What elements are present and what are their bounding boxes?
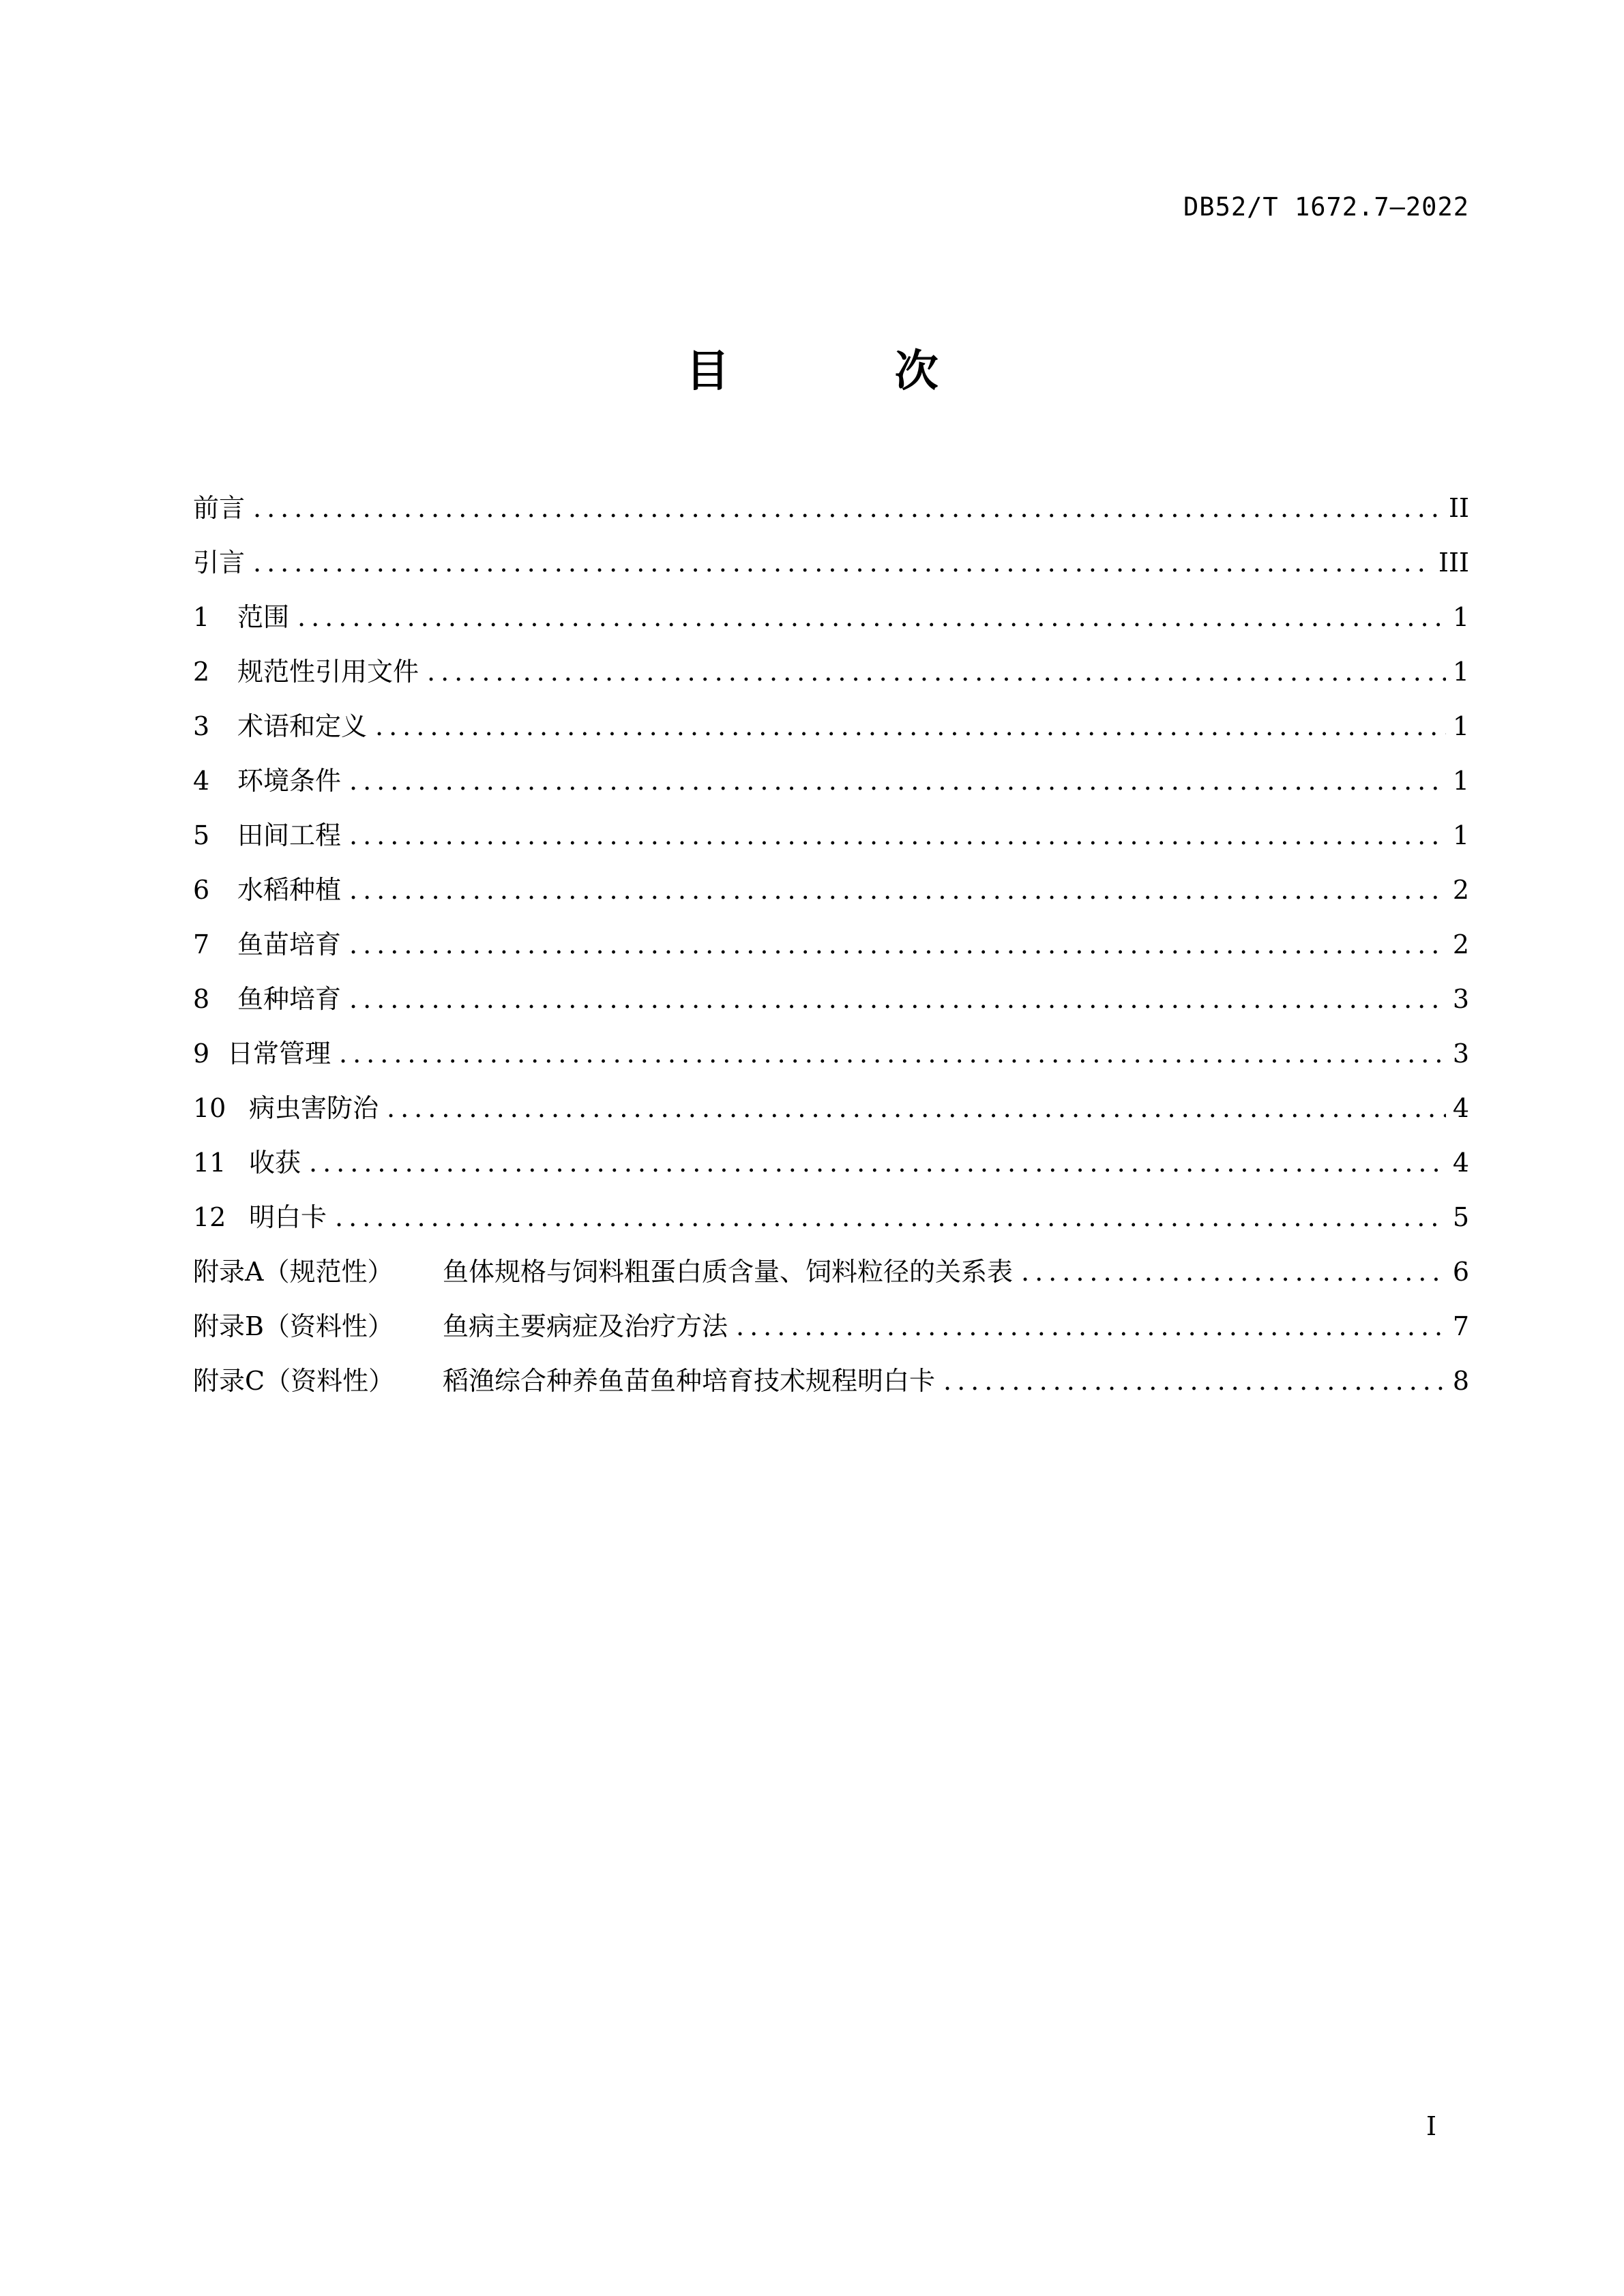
document-code: DB52/T 1672.7—2022 xyxy=(1183,192,1469,222)
toc-leader-dots xyxy=(349,808,1446,863)
toc-entry-appendix-b[interactable] xyxy=(193,1299,1469,1354)
toc-list xyxy=(193,481,1469,1408)
toc-leader-dots xyxy=(387,1081,1446,1135)
toc-entry-page: 8 xyxy=(1452,1366,1469,1396)
toc-entry-number: 6 xyxy=(193,875,210,905)
toc-entry-number: 11 xyxy=(193,1148,226,1178)
toc-leader-dots xyxy=(335,1190,1446,1244)
toc-entry-label: 鱼病主要病症及治疗方法 xyxy=(443,1311,728,1341)
toc-entry-label: 鱼体规格与饲料粗蛋白质含量、饲料粒径的关系表 xyxy=(443,1257,1014,1287)
toc-entry-label: 环境条件 xyxy=(237,766,342,796)
toc-entry-label: 田间工程 xyxy=(237,820,342,850)
toc-leader-dots xyxy=(943,1354,1446,1408)
toc-leader-dots xyxy=(349,863,1446,917)
toc-entry-number: 7 xyxy=(193,929,210,959)
toc-entry-page: 4 xyxy=(1452,1148,1469,1178)
toc-entry-number: 12 xyxy=(193,1202,226,1232)
toc-leader-dots xyxy=(1021,1244,1446,1299)
toc-entry-page: 5 xyxy=(1452,1202,1469,1232)
toc-entry-page: 6 xyxy=(1452,1257,1469,1287)
toc-entry-page: 1 xyxy=(1452,657,1469,687)
toc-leader-dots xyxy=(349,972,1446,1026)
toc-leader-dots xyxy=(375,699,1446,754)
toc-entry-label: 前言 xyxy=(193,493,246,523)
toc-entry-page: 7 xyxy=(1452,1311,1469,1341)
toc-entry-11[interactable] xyxy=(193,1135,1469,1190)
toc-entry-page: 1 xyxy=(1452,820,1469,850)
toc-entry-page: II xyxy=(1448,493,1469,523)
toc-entry-label: 鱼苗培育 xyxy=(237,929,342,959)
toc-entry-label: 引言 xyxy=(193,548,246,578)
toc-entry-page: 1 xyxy=(1452,711,1469,741)
toc-leader-dots xyxy=(349,917,1446,972)
toc-entry-label: 日常管理 xyxy=(227,1039,331,1069)
toc-entry-1[interactable] xyxy=(193,590,1469,644)
toc-entry-appendix-c[interactable] xyxy=(193,1354,1469,1408)
toc-entry-number: 4 xyxy=(193,766,210,796)
toc-entry-number: 5 xyxy=(193,820,210,850)
toc-entry-page: 4 xyxy=(1452,1093,1469,1123)
toc-entry-page: 2 xyxy=(1452,929,1469,959)
toc-entry-number: 1 xyxy=(193,602,210,632)
toc-entry-label: 术语和定义 xyxy=(237,711,368,741)
toc-entry-label: 鱼种培育 xyxy=(237,984,342,1014)
toc-entry-page: 3 xyxy=(1452,984,1469,1014)
toc-entry-3[interactable] xyxy=(193,699,1469,754)
toc-appendix-prefix: 附录C（资料性） xyxy=(193,1366,395,1396)
toc-entry-label: 收获 xyxy=(249,1148,301,1178)
toc-entry-number: 8 xyxy=(193,984,210,1014)
toc-leader-dots xyxy=(349,754,1446,808)
toc-entry-label: 范围 xyxy=(237,602,290,632)
toc-entry-foreword[interactable] xyxy=(193,481,1469,535)
toc-entry-label: 明白卡 xyxy=(249,1202,327,1232)
toc-entry-4[interactable] xyxy=(193,754,1469,808)
toc-entry-page: 2 xyxy=(1452,875,1469,905)
toc-leader-dots xyxy=(339,1026,1446,1081)
toc-entry-page: 1 xyxy=(1452,602,1469,632)
toc-entry-page: 3 xyxy=(1452,1039,1469,1069)
toc-entry-7[interactable] xyxy=(193,917,1469,972)
toc-leader-dots xyxy=(297,590,1446,644)
toc-entry-12[interactable] xyxy=(193,1190,1469,1244)
toc-title: 目 次 xyxy=(685,346,1014,397)
toc-entry-label: 水稻种植 xyxy=(237,875,342,905)
toc-entry-number: 2 xyxy=(193,657,210,687)
toc-entry-page: 1 xyxy=(1452,766,1469,796)
toc-appendix-prefix: 附录B（资料性） xyxy=(193,1311,394,1341)
toc-entry-number: 10 xyxy=(193,1093,226,1123)
toc-entry-6[interactable] xyxy=(193,863,1469,917)
toc-leader-dots xyxy=(253,535,1432,590)
toc-leader-dots xyxy=(427,644,1446,699)
toc-entry-number: 9 xyxy=(193,1039,210,1069)
toc-entry-number: 3 xyxy=(193,711,210,741)
toc-leader-dots xyxy=(309,1135,1446,1190)
toc-entry-10[interactable] xyxy=(193,1081,1469,1135)
toc-entry-label: 规范性引用文件 xyxy=(237,657,419,687)
toc-entry-label: 病虫害防治 xyxy=(249,1093,379,1123)
toc-entry-appendix-a[interactable] xyxy=(193,1244,1469,1299)
toc-entry-introduction[interactable] xyxy=(193,535,1469,590)
toc-entry-8[interactable] xyxy=(193,972,1469,1026)
toc-entry-label: 稻渔综合种养鱼苗鱼种培育技术规程明白卡 xyxy=(443,1366,936,1396)
toc-appendix-prefix: 附录A（规范性） xyxy=(193,1257,394,1287)
toc-entry-2[interactable] xyxy=(193,644,1469,699)
toc-entry-page: III xyxy=(1438,548,1469,578)
toc-entry-5[interactable] xyxy=(193,808,1469,863)
page-number: I xyxy=(1426,2111,1436,2141)
toc-leader-dots xyxy=(736,1299,1446,1354)
toc-entry-9[interactable] xyxy=(193,1026,1469,1081)
toc-leader-dots xyxy=(253,481,1442,535)
